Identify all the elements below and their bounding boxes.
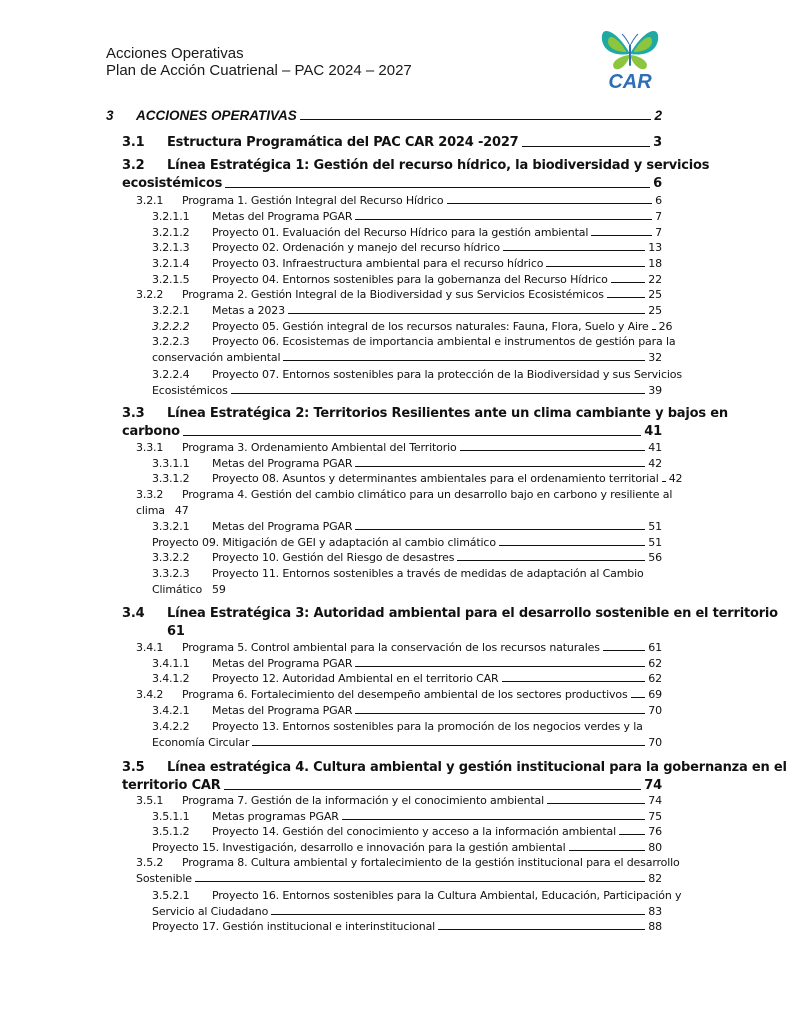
toc-entry-line: [167, 624, 185, 639]
toc-entry-number: 3.2.2.4: [152, 368, 190, 381]
toc-entry-title: Metas del Programa PGAR: [212, 704, 353, 717]
toc-entry-number: 3.2.2.1: [152, 304, 190, 317]
toc-entry-line: [152, 210, 662, 223]
toc-entry-number: 3.3.2.2: [152, 551, 190, 564]
toc-dot-leader: [503, 250, 645, 251]
toc-entry-line: [152, 536, 662, 549]
toc-dot-leader: [438, 929, 645, 930]
toc-entry-title: Proyecto 17. Gestión institucional e interinstitucional: [152, 920, 436, 933]
toc-entry-title: Metas del Programa PGAR: [212, 520, 353, 533]
toc-entry-line: [152, 841, 662, 854]
toc-dot-leader: [355, 529, 645, 530]
toc-entry-line: [152, 720, 662, 733]
toc-entry-page: 56: [648, 551, 662, 564]
toc-entry-number: 3.3.1: [136, 441, 164, 454]
toc-entry-title: ACCIONES OPERATIVAS: [136, 108, 297, 123]
toc-entry-line: [152, 889, 682, 902]
toc-entry-line: [122, 760, 787, 775]
toc-entry-title: Programa 2. Gestión Integral de la Biodiversidad y sus Servicios Ecosistémicos: [182, 288, 604, 301]
toc-entry-title: Programa 6. Fortalecimiento del desempeño ambiental de los sectores productivos: [182, 688, 628, 701]
toc-entry-page: 42: [668, 472, 683, 485]
toc-entry-number: 3.5.2: [136, 856, 164, 869]
toc-entry-line: [136, 641, 662, 654]
toc-entry-number: 3.3.1.1: [152, 457, 190, 470]
toc-entry-title-continued: Servicio al Ciudadano: [152, 905, 269, 918]
toc-entry-line: [152, 304, 662, 317]
toc-dot-leader: [457, 560, 645, 561]
toc-entry-title: Proyecto 09. Mitigación de GEI y adaptación al cambio climático: [152, 536, 496, 549]
toc-dot-leader: [547, 803, 645, 804]
toc-entry-number: 3.4.1: [136, 641, 164, 654]
toc-entry-line: [122, 135, 662, 150]
toc-entry-line: [152, 257, 662, 270]
toc-entry-page: 51: [648, 536, 662, 549]
toc-entry-page: 80: [648, 841, 662, 854]
toc-entry-line: [152, 810, 662, 823]
toc-entry-title: Proyecto 08. Asuntos y determinantes ambientales para el ordenamiento territorial: [212, 472, 659, 485]
toc-dot-leader: [183, 435, 641, 436]
toc-entry-title: Proyecto 16. Entornos sostenibles para la Cultura Ambiental, Educación, Participación y: [212, 889, 682, 902]
toc-entry-number: 3.3.2.1: [152, 520, 190, 533]
toc-entry-title: Proyecto 05. Gestión integral de los recursos naturales: Fauna, Flora, Suelo y Aire: [212, 320, 649, 333]
toc-entry-line: [122, 778, 662, 793]
toc-entry-title-continued: clima: [136, 504, 165, 517]
toc-entry-title: Proyecto 03. Infraestructura ambiental para el recurso hídrico: [212, 257, 544, 270]
toc-entry-number: 3.5.1.1: [152, 810, 190, 823]
toc-entry-page: 6: [655, 194, 662, 207]
toc-entry-page: 3: [653, 135, 662, 150]
toc-entry-title: Metas a 2023: [212, 304, 285, 317]
document-header: [106, 45, 412, 79]
toc-entry-number: 3: [106, 108, 114, 123]
toc-entry-title: Proyecto 11. Entornos sostenibles a través de medidas de adaptación al Cambio: [212, 567, 644, 580]
toc-entry-title: Línea Estratégica 1: Gestión del recurso hídrico, la biodiversidad y servicios: [167, 158, 710, 173]
toc-entry-title-continued: Economía Circular: [152, 736, 250, 749]
toc-entry-number: 3.5.1: [136, 794, 164, 807]
toc-entry-title: Proyecto 07. Entornos sostenibles para la protección de la Biodiversidad y sus Servicios: [212, 368, 682, 381]
toc-entry-number: 3.3.1.2: [152, 472, 190, 485]
toc-entry-line: [152, 335, 676, 348]
toc-entry-line: [152, 567, 662, 580]
toc-entry-title: Metas del Programa PGAR: [212, 210, 353, 223]
toc-entry-page: 70: [648, 736, 662, 749]
toc-entry-page: 76: [648, 825, 662, 838]
toc-entry-page: 42: [648, 457, 662, 470]
toc-entry-page: 25: [648, 304, 662, 317]
toc-entry-title-continued: carbono: [122, 424, 180, 439]
toc-dot-leader: [447, 203, 653, 204]
toc-dot-leader: [611, 282, 646, 283]
toc-entry-line: [152, 368, 682, 381]
toc-entry-line: [152, 320, 673, 333]
toc-entry-number: 3.3: [122, 406, 145, 421]
toc-entry-page: 83: [648, 905, 662, 918]
toc-dot-leader: [607, 297, 646, 298]
toc-entry-number: 3.4: [122, 606, 145, 621]
toc-entry-page: 47: [174, 504, 189, 517]
toc-entry-page: 26: [658, 320, 673, 333]
toc-dot-leader: [662, 481, 666, 482]
toc-entry-number: 3.2.1.5: [152, 273, 190, 286]
toc-entry-title: Programa 3. Ordenamiento Ambiental del Territorio: [182, 441, 457, 454]
toc-entry-page: 18: [648, 257, 662, 270]
toc-dot-leader: [569, 850, 646, 851]
toc-entry-line: [136, 441, 662, 454]
toc-entry-page: 82: [648, 872, 662, 885]
toc-entry-title: Proyecto 10. Gestión del Riesgo de desastres: [212, 551, 455, 564]
toc-entry-title-continued: Climático: [152, 583, 203, 596]
toc-entry-title: Proyecto 06. Ecosistemas de importancia ambiental e instrumentos de gestión para la: [212, 335, 676, 348]
toc-entry-page: 75: [648, 810, 662, 823]
butterfly-logo-icon: [596, 22, 664, 94]
toc-dot-leader: [652, 329, 656, 330]
toc-entry-line: [152, 672, 662, 685]
toc-entry-page: 74: [644, 778, 662, 793]
toc-entry-title-continued: Sostenible: [136, 872, 192, 885]
toc-dot-leader: [460, 450, 646, 451]
toc-dot-leader: [283, 360, 645, 361]
toc-entry-line: [136, 688, 662, 701]
toc-dot-leader: [355, 466, 645, 467]
toc-entry-number: 3.4.2.2: [152, 720, 190, 733]
toc-entry-line: [122, 176, 662, 191]
toc-dot-leader: [355, 219, 652, 220]
toc-entry-line: [152, 657, 662, 670]
toc-entry-line: [122, 606, 778, 621]
toc-entry-title: Programa 8. Cultura ambiental y fortalecimiento de la gestión institucional para el desarrollo: [182, 856, 680, 869]
toc-entry-page: 62: [648, 672, 662, 685]
header-title: Acciones Operativas: [106, 45, 244, 62]
toc-entry-title: Proyecto 13. Entornos sostenibles para la promoción de los negocios verdes y la: [212, 720, 643, 733]
toc-entry-number: 3.5.2.1: [152, 889, 190, 902]
toc-entry-title: Línea estratégica 4. Cultura ambiental y gestión institucional para la gobernanza en el: [167, 760, 787, 775]
toc-dot-leader: [603, 650, 646, 651]
toc-entry-title: Estructura Programática del PAC CAR 2024 -2027: [167, 135, 519, 150]
toc-entry-number: 3.2.1.1: [152, 210, 190, 223]
toc-entry-page: 62: [648, 657, 662, 670]
toc-dot-leader: [355, 666, 645, 667]
toc-entry-line: [152, 241, 662, 254]
toc-entry-number: 3.2.1.2: [152, 226, 190, 239]
toc-entry-title-continued: Ecosistémicos: [152, 384, 228, 397]
svg-text:CAR: CAR: [608, 71, 652, 93]
toc-entry-line: [136, 288, 662, 301]
toc-entry-number: 3.4.2.1: [152, 704, 190, 717]
toc-entry-line: [136, 488, 673, 501]
toc-entry-line: [136, 872, 662, 885]
toc-entry-line: [122, 424, 662, 439]
toc-entry-line: [152, 351, 662, 364]
toc-entry-number: 3.1: [122, 135, 145, 150]
toc-dot-leader: [271, 914, 645, 915]
toc-dot-leader: [631, 697, 646, 698]
toc-entry-title: Línea Estratégica 2: Territorios Resilientes ante un clima cambiante y bajos en: [167, 406, 728, 421]
toc-entry-line: [136, 194, 662, 207]
toc-entry-number: 3.5.1.2: [152, 825, 190, 838]
toc-entry-line: [152, 457, 662, 470]
toc-entry-line: [152, 226, 662, 239]
toc-entry-page: 51: [648, 520, 662, 533]
toc-entry-page: 7: [655, 210, 662, 223]
toc-entry-title: Proyecto 15. Investigación, desarrollo e innovación para la gestión ambiental: [152, 841, 566, 854]
toc-entry-line: [122, 158, 710, 173]
toc-dot-leader: [502, 681, 646, 682]
toc-entry-number: 3.5: [122, 760, 145, 775]
toc-entry-number: 3.2.2: [136, 288, 164, 301]
toc-entry-line: [152, 384, 662, 397]
toc-dot-leader: [231, 393, 646, 394]
toc-entry-page: 41: [648, 441, 662, 454]
toc-entry-title: Programa 5. Control ambiental para la conservación de los recursos naturales: [182, 641, 600, 654]
toc-entry-number: 3.2.2.2: [152, 320, 190, 333]
toc-dot-leader: [342, 819, 646, 820]
toc-entry-line: [152, 520, 662, 533]
toc-entry-title: Metas del Programa PGAR: [212, 457, 353, 470]
toc-dot-leader: [195, 881, 645, 882]
toc-entry-line: [136, 504, 662, 517]
toc-entry-line: [152, 551, 662, 564]
toc-entry-page: 70: [648, 704, 662, 717]
toc-dot-leader: [522, 146, 651, 147]
toc-entry-title: Proyecto 14. Gestión del conocimiento y acceso a la información ambiental: [212, 825, 617, 838]
toc-entry-title: Metas programas PGAR: [212, 810, 339, 823]
toc-dot-leader: [355, 713, 645, 714]
toc-entry-title: Proyecto 01. Evaluación del Recurso Hídrico para la gestión ambiental: [212, 226, 589, 239]
toc-entry-line: [136, 794, 662, 807]
toc-entry-page: 2: [654, 108, 662, 123]
toc-entry-line: [152, 273, 662, 286]
toc-entry-number: 3.4.2: [136, 688, 164, 701]
toc-dot-leader: [300, 119, 652, 120]
toc-entry-line: [152, 704, 662, 717]
toc-entry-page: 7: [655, 226, 662, 239]
toc-entry-number: 3.3.2.3: [152, 567, 190, 580]
toc-entry-number: 3.4.1.1: [152, 657, 190, 670]
toc-dot-leader: [591, 235, 652, 236]
toc-entry-number: 3.3.2: [136, 488, 164, 501]
toc-dot-leader: [225, 187, 650, 188]
toc-entry-line: [122, 406, 728, 421]
toc-entry-page: 59: [212, 583, 226, 596]
toc-entry-line: [106, 108, 662, 123]
toc-entry-title-continued: ecosistémicos: [122, 176, 223, 191]
toc-dot-leader: [288, 313, 645, 314]
toc-entry-page: 13: [648, 241, 662, 254]
toc-entry-page: 88: [648, 920, 662, 933]
toc-entry-line: [152, 905, 662, 918]
toc-dot-leader: [619, 834, 645, 835]
toc-entry-page: 69: [648, 688, 662, 701]
toc-entry-number: 3.2.1.4: [152, 257, 190, 270]
toc-entry-page: 61: [167, 624, 185, 639]
toc-entry-title: Proyecto 02. Ordenación y manejo del recurso hídrico: [212, 241, 500, 254]
toc-entry-line: [152, 736, 662, 749]
toc-entry-page: 25: [648, 288, 662, 301]
toc-entry-number: 3.2.1: [136, 194, 164, 207]
toc-entry-page: 41: [644, 424, 662, 439]
toc-entry-line: [152, 825, 662, 838]
toc-entry-number: 3.2.2.3: [152, 335, 190, 348]
toc-entry-title: Programa 4. Gestión del cambio climático para un desarrollo bajo en carbono y resiliente al: [182, 488, 673, 501]
toc-entry-title-continued: conservación ambiental: [152, 351, 281, 364]
toc-entry-line: [152, 472, 683, 485]
toc-entry-page: 74: [648, 794, 662, 807]
car-logo: [596, 22, 664, 100]
toc-entry-title: Programa 1. Gestión Integral del Recurso Hídrico: [182, 194, 444, 207]
toc-entry-title: Proyecto 12. Autoridad Ambiental en el territorio CAR: [212, 672, 499, 685]
toc-entry-number: 3.2.1.3: [152, 241, 190, 254]
toc-dot-leader: [252, 745, 645, 746]
toc-entry-title: Línea Estratégica 3: Autoridad ambiental para el desarrollo sostenible en el territorio: [167, 606, 778, 621]
toc-entry-line: [136, 856, 680, 869]
toc-entry-title: Metas del Programa PGAR: [212, 657, 353, 670]
toc-entry-page: 32: [648, 351, 662, 364]
toc-dot-leader: [546, 266, 645, 267]
toc-entry-page: 39: [648, 384, 662, 397]
toc-entry-title: Proyecto 04. Entornos sostenibles para la gobernanza del Recurso Hídrico: [212, 273, 608, 286]
toc-entry-page: 22: [648, 273, 662, 286]
toc-entry-number: 3.4.1.2: [152, 672, 190, 685]
toc-entry-number: 3.2: [122, 158, 145, 173]
header-subtitle: Plan de Acción Cuatrienal – PAC 2024 – 2027: [106, 62, 412, 79]
toc-dot-leader: [224, 789, 642, 790]
toc-entry-line: [152, 920, 662, 933]
toc-entry-page: 6: [653, 176, 662, 191]
toc-dot-leader: [499, 545, 645, 546]
toc-entry-title-continued: territorio CAR: [122, 778, 221, 793]
toc-entry-line: [152, 583, 662, 596]
toc-entry-title: Programa 7. Gestión de la información y el conocimiento ambiental: [182, 794, 545, 807]
toc-entry-page: 61: [648, 641, 662, 654]
